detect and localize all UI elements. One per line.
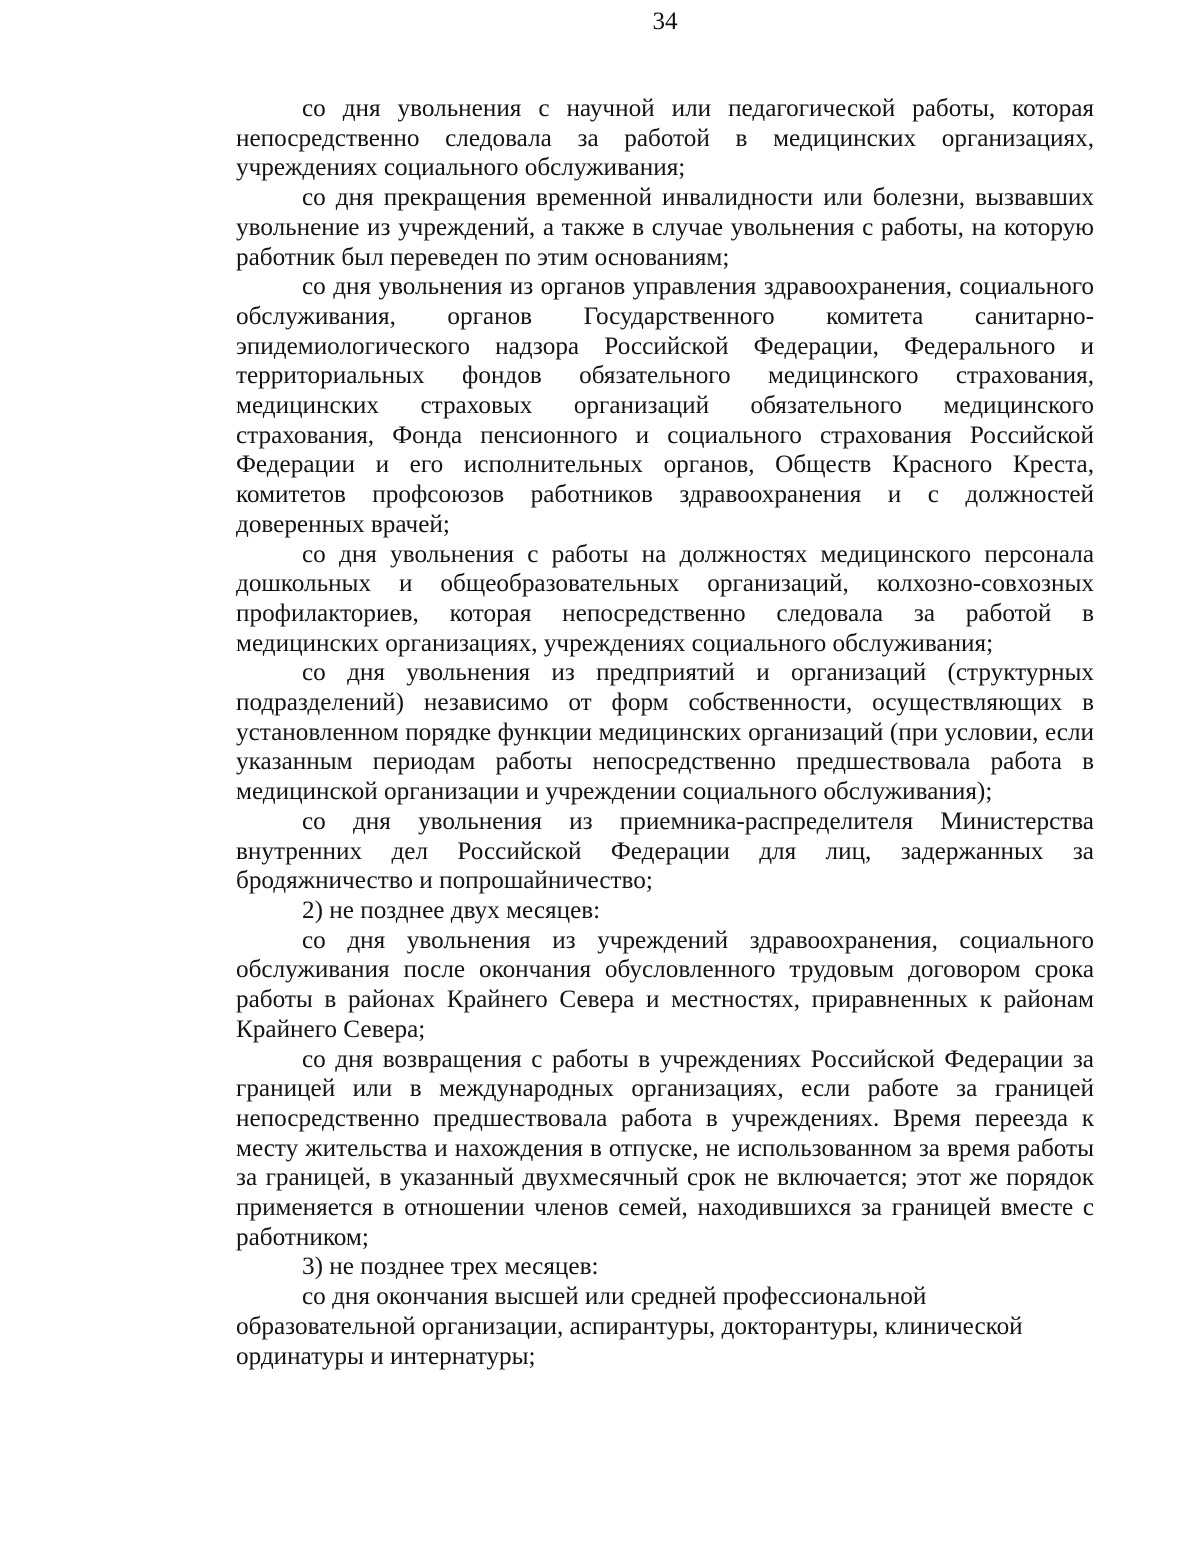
paragraph-far-north: со дня увольнения из учреждений здравоохранения, социального обслуживания после окончания обусловленного трудовым договором срока работы в районах Крайнего Севера и местностях, приравненных к районам Крайнего Севера; <box>236 926 1094 1043</box>
paragraph-health-authorities: со дня увольнения из органов управления здравоохранения, социального обслуживания, органов Государственного комитета санитарно-эпидемиологического надзора Российской Федерации, Федерального и территориальных фондов обязательного медицинского страхования, медицинских страховых организаций обязательного медицинского страхования, Фонда пенсионного и социального страхования Российской Федерации и его исполнительных органов, Обществ Красного Креста, комитетов профсоюзов работников здравоохранения и с должностей доверенных врачей; <box>236 273 1094 538</box>
document-body <box>236 94 1094 1371</box>
paragraph-scientific-work: со дня увольнения с научной или педагогической работы, которая непосредственно следовала за работой в медицинских организациях, учреждениях социального обслуживания; <box>236 95 1094 182</box>
paragraph-three-months-heading: 3) не позднее трех месяцев: <box>302 1253 599 1281</box>
paragraph-enterprises: со дня увольнения из предприятий и организаций (структурных подразделений) независимо от форм собственности, осуществляющих в установленном порядке функции медицинских организаций (при условии, если указанным периодам работы непосредственно предшествовала работа в медицинской организации и учреждении социального обслуживания); <box>236 659 1094 806</box>
page-number: 34 <box>652 8 678 35</box>
paragraph-reception-center: со дня увольнения из приемника-распределителя Министерства внутренних дел Российской Федерации для лиц, задержанных за бродяжничество и попрошайничество; <box>236 807 1094 895</box>
paragraph-graduation: со дня окончания высшей или средней профессиональной образовательной организации, аспирантуры, докторантуры, клинической ординатуры и интернатуры; <box>236 1283 1023 1370</box>
paragraph-temporary-disability: со дня прекращения временной инвалидности или болезни, вызвавших увольнение из учреждений, а также в случае увольнения с работы, на которую работник был переведен по этим основаниям; <box>236 184 1094 271</box>
paragraph-two-months-heading: 2) не позднее двух месяцев: <box>302 896 601 924</box>
paragraph-work-abroad: со дня возвращения с работы в учреждениях Российской Федерации за границей или в международных организациях, если работе за границей непосредственно предшествовала работа в учреждениях. Время переезда к месту жительства и нахождения в отпуске, не использованном за время работы за границей, в указанный двухмесячный срок не включается; этот же порядок применяется в отношении членов семей, находившихся за границей вместе с работником; <box>236 1045 1094 1251</box>
paragraph-preschool-medical-staff: со дня увольнения с работы на должностях медицинского персонала дошкольных и общеобразовательных организаций, колхозно-совхозных профилакториев, которая непосредственно следовала за работой в медицинских организациях, учреждениях социального обслуживания; <box>236 540 1094 657</box>
